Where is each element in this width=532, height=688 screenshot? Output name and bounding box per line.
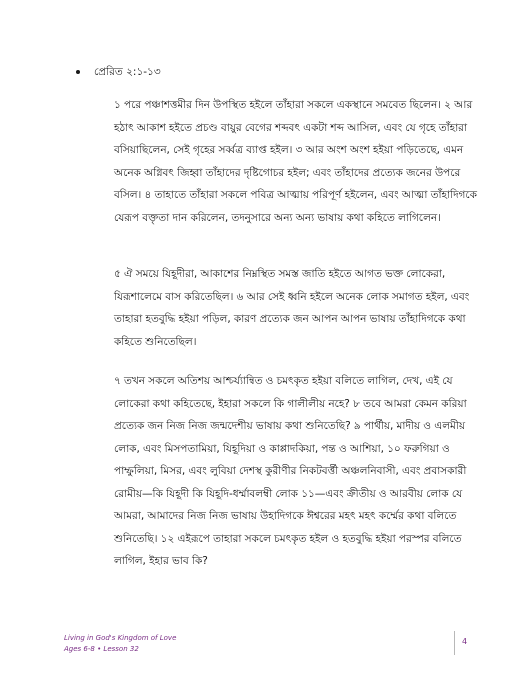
footer-title: Living in God's Kingdom of Love [64, 634, 177, 642]
bullet-icon [76, 70, 80, 74]
page-number: 4 [462, 637, 468, 646]
footer-divider [454, 631, 455, 655]
paragraph-verses-5-6: ৫ ঐ সময়ে যিহূদীরা, আকাশের নিম্নস্থিত সমস্ত জাতি হইতে আগত ভক্ত লোকেরা, যিরূশালেমে বাস করিতেছিল। ৬ আর সেই ধ্বনি হইলে অনেক লোক সমাগত হইল, এবং তাহারা হতবুদ্ধি হইয়া পড়িল, কারণ প্রত্যেক জন আপন আপন ভাষায় তাঁহাদিগকে কথা কহিতে শুনিতেছিল। [114, 268, 470, 348]
paragraph-verses-1-4: ১ পরে পঞ্চাশত্তমীর দিন উপস্থিত হইলে তাঁহারা সকলে একস্থানে সমবেত ছিলেন। ২ আর হঠাৎ আকাশ হইতে প্রচণ্ড বায়ুর বেগের শব্দবৎ একটা শব্দ আসিল, এবং যে গৃহে তাঁহারা বসিয়াছিলেন, সেই গৃহের সর্ব্বত্র ব্যাপ্ত হইল। ৩ আর অংশ অংশ হইয়া পড়িতেছে, এমন অনেক অগ্নিবৎ জিহ্বা তাঁহাদের দৃষ্টিগোচর হইল; এবং তাঁহাদের প্রত্যেক জনের উপরে বসিল। ৪ তাহাতে তাঁহারা সকলে পবিত্র আত্মায় পরিপূর্ণ হইলেন, এবং আত্মা তাঁহাদিগকে যেরূপ বক্তৃতা দান করিলেন, তদনুসারে অন্য অন্য ভাষায় কথা কহিতে লাগিলেন। [114, 99, 477, 224]
paragraph-verses-7-12: ৭ তখন সকলে অতিশয় আশ্চর্য্যান্বিত ও চমৎকৃত হইয়া বলিতে লাগিল, দেখ, এই যে লোকেরা কথা কহিতেছে, ইহারা সকলে কি গালীলীয় নহে? ৮ তবে আমরা কেমন করিয়া প্রত্যেক জন নিজ নিজ জন্মদেশীয় ভাষায় কথা শুনিতেছি? ৯ পার্থীয়, মাদীয় ও এলমীয় লোক, এবং মিসপতামিয়া, যিহূদিয়া ও কাপ্পাদকিয়া, পন্ত ও আশিয়া, ১০ ফরুগিয়া ও পাম্ফুলিয়া, মিসর, এবং লুবিয়া দেশস্থ কুরীণীর নিকটবর্ত্তী অঞ্চলনিবাসী, এবং প্রবাসকারী রোমীয়—কি যিহূদী কি যিহূদি-ধর্ম্মাবলম্বী লোক ১১—এবং ক্রীতীয় ও আরবীয় লোক যে আমরা, আমাদের নিজ নিজ ভাষায় উহাদিগকে ঈশ্বরের মহৎ মহৎ কর্ম্মের কথা বলিতে শুনিতেছি। ১২ এইরূপে তাহারা সকলে চমৎকৃত হইল ও হতবুদ্ধি হইয়া পরস্পর বলিতে লাগিল, ইহার ভাব কি? [114, 375, 467, 567]
footer-lesson-info [64, 633, 176, 655]
scripture-reference [76, 64, 161, 80]
footer-subtitle: Ages 6-8 • Lesson 32 [64, 645, 139, 653]
reference-text: প্রেরিত ২:১-১৩ [94, 66, 161, 78]
